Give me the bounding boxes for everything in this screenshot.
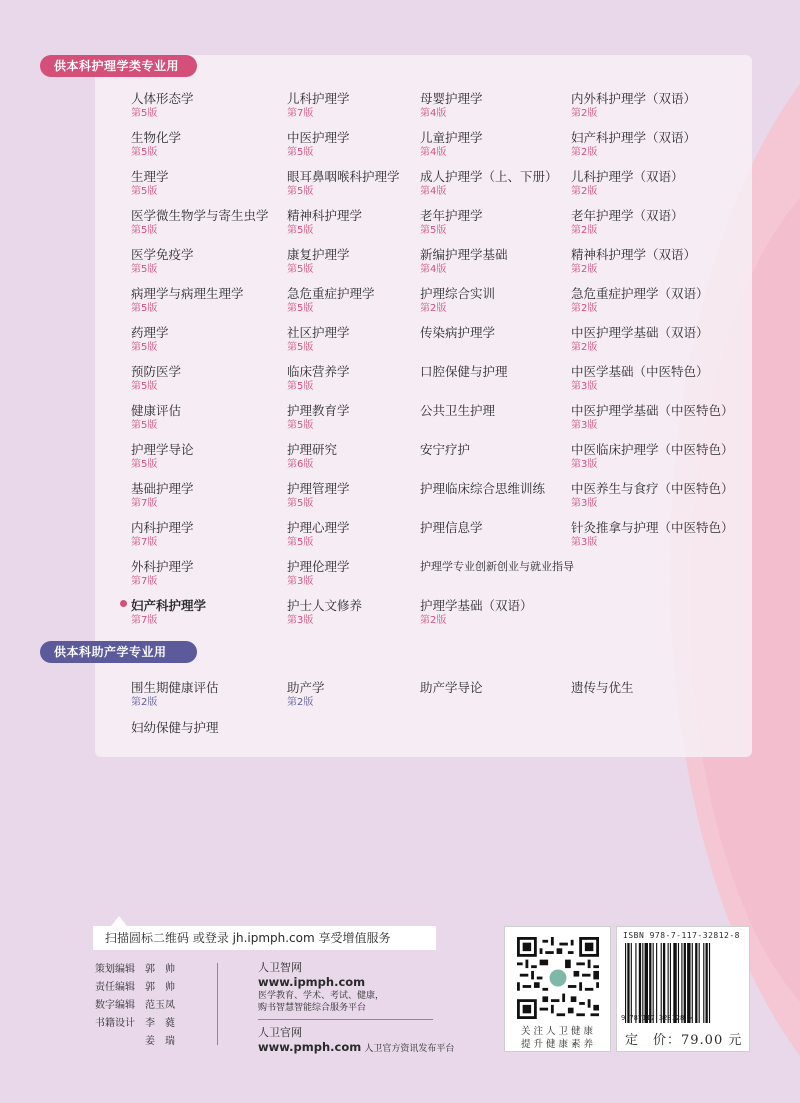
book-edition: 第3版 (571, 420, 598, 431)
credit-row (95, 1015, 195, 1033)
scan-banner-notch (111, 916, 127, 926)
book-edition: 第5版 (287, 342, 314, 353)
book-item (420, 168, 570, 198)
book-edition: 第7版 (131, 615, 158, 626)
book-edition: 第5版 (420, 225, 447, 236)
isbn-number: ISBN 978-7-117-32812-8 (623, 931, 740, 940)
book-title: 医学免疫学 (131, 247, 194, 262)
book-edition: 第3版 (571, 381, 598, 392)
book-title: 老年护理学（双语） (571, 208, 684, 223)
book-title: 预防医学 (131, 364, 182, 379)
book-title: 内外科护理学（双语） (571, 91, 697, 106)
credit-person: 郭 帅 (145, 982, 175, 993)
book-edition: 第7版 (287, 108, 314, 119)
book-item (287, 480, 437, 510)
book-item (131, 90, 281, 120)
book-title: 护理研究 (287, 442, 338, 457)
isbn-box (616, 926, 750, 1052)
book-title: 精神科护理学 (287, 208, 363, 223)
book-item (571, 519, 734, 549)
book-title: 急危重症护理学 (287, 286, 375, 301)
book-title: 护理信息学 (420, 520, 483, 535)
book-title: 药理学 (131, 325, 169, 340)
book-item (287, 168, 437, 198)
book-item (287, 679, 437, 709)
book-edition: 第3版 (571, 537, 598, 548)
book-edition: 第5版 (131, 303, 158, 314)
book-title: 母婴护理学 (420, 91, 483, 106)
credit-person: 姜 瑞 (145, 1036, 175, 1047)
book-edition: 第5版 (287, 498, 314, 509)
editor-credits (95, 961, 195, 1051)
book-edition: 第5版 (131, 459, 158, 470)
book-edition: 第2版 (420, 303, 447, 314)
credit-person: 郭 帅 (145, 964, 175, 975)
credit-person: 李 蕤 (145, 1018, 175, 1029)
book-edition: 第5版 (131, 381, 158, 392)
book-item (571, 402, 734, 432)
book-item (571, 285, 721, 315)
book-title: 儿科护理学（双语） (571, 169, 684, 184)
book-item (420, 324, 570, 341)
book-title: 护理综合实训 (420, 286, 496, 301)
book-title: 社区护理学 (287, 325, 350, 340)
book-edition: 第5版 (131, 420, 158, 431)
book-title: 基础护理学 (131, 481, 194, 496)
book-edition: 第7版 (131, 537, 158, 548)
credit-role: 数字编辑 (95, 1000, 135, 1011)
book-edition: 第5版 (287, 186, 314, 197)
credit-role (95, 1033, 145, 1051)
book-title: 妇产科护理学（双语） (571, 130, 697, 145)
book-item (420, 207, 570, 237)
book-title: 急危重症护理学（双语） (571, 286, 709, 301)
book-item (571, 90, 721, 120)
book-item (287, 597, 437, 627)
book-item (420, 679, 570, 696)
book-title: 护理管理学 (287, 481, 350, 496)
publisher-divider (258, 1019, 433, 1020)
book-title: 传染病护理学 (420, 325, 496, 340)
section-label-midwifery: 供本科助产学专业用 (40, 641, 197, 663)
book-edition: 第6版 (287, 459, 314, 470)
book-edition: 第4版 (420, 147, 447, 158)
book-title: 助产学 (287, 680, 325, 695)
barcode-icon (625, 943, 743, 1023)
book-edition: 第5版 (287, 537, 314, 548)
book-item (287, 285, 437, 315)
book-item (420, 285, 570, 315)
publisher-url[interactable]: www.pmph.com (258, 1040, 362, 1054)
book-item (287, 90, 437, 120)
book-item (571, 207, 721, 237)
book-edition: 第5版 (287, 147, 314, 158)
book-item (131, 402, 281, 432)
book-edition: 第7版 (131, 498, 158, 509)
book-item (420, 402, 570, 419)
book-item (287, 441, 437, 471)
current-book-marker (120, 600, 127, 607)
book-title: 遗传与优生 (571, 680, 634, 695)
book-edition: 第5版 (287, 420, 314, 431)
book-edition: 第5版 (131, 108, 158, 119)
book-item (131, 324, 281, 354)
book-item (131, 558, 281, 588)
book-item (131, 129, 281, 159)
qr-caption: 关注人卫健康 (520, 1026, 596, 1037)
scan-banner: 扫描圆标二维码 或登录 jh.ipmph.com 享受增值服务 (93, 926, 436, 950)
book-title: 内科护理学 (131, 520, 194, 535)
book-edition: 第4版 (420, 186, 447, 197)
book-title: 护理学专业创新创业与就业指导 (420, 560, 574, 573)
book-title: 成人护理学（上、下册） (420, 169, 558, 184)
book-edition: 第7版 (131, 576, 158, 587)
book-item (287, 207, 437, 237)
book-item (571, 679, 721, 696)
book-item (571, 168, 721, 198)
book-edition: 第2版 (131, 697, 158, 708)
book-item (420, 558, 574, 575)
book-title: 公共卫生护理 (420, 403, 496, 418)
credit-role: 书籍设计 (95, 1018, 135, 1029)
book-title: 临床营养学 (287, 364, 350, 379)
book-edition: 第5版 (287, 264, 314, 275)
book-item (131, 285, 281, 315)
book-title: 针灸推拿与护理（中医特色） (571, 520, 734, 535)
book-title: 中医学基础（中医特色） (571, 364, 709, 379)
book-title: 围生期健康评估 (131, 680, 219, 695)
book-edition: 第2版 (571, 303, 598, 314)
book-item (131, 597, 281, 627)
book-edition: 第5版 (287, 381, 314, 392)
book-edition: 第5版 (131, 264, 158, 275)
book-title: 人体形态学 (131, 91, 194, 106)
book-title: 医学微生物学与寄生虫学 (131, 208, 269, 223)
book-edition: 第2版 (571, 108, 598, 119)
price: 定 价：79.00 元 (625, 1033, 743, 1048)
book-edition: 第5版 (287, 303, 314, 314)
book-item (420, 363, 570, 380)
book-item (571, 246, 721, 276)
section-label-nursing: 供本科护理学类专业用 (40, 55, 197, 77)
footer-divider (217, 963, 218, 1045)
book-item (131, 363, 281, 393)
book-title: 病理学与病理生理学 (131, 286, 244, 301)
book-title: 护理临床综合思维训练 (420, 481, 546, 496)
book-edition: 第3版 (571, 498, 598, 509)
book-item (287, 246, 437, 276)
book-item (131, 679, 281, 709)
book-item (131, 207, 281, 237)
book-title: 护理学基础（双语） (420, 598, 533, 613)
book-item (420, 246, 570, 276)
publisher-desc: 购书智慧智能综合服务平台 (258, 1003, 367, 1013)
book-title: 护理学导论 (131, 442, 194, 457)
book-edition: 第2版 (571, 342, 598, 353)
book-title: 眼耳鼻咽喉科护理学 (287, 169, 400, 184)
book-title: 中医养生与食疗（中医特色） (571, 481, 734, 496)
book-edition: 第2版 (420, 615, 447, 626)
book-title: 儿童护理学 (420, 130, 483, 145)
credit-role: 责任编辑 (95, 982, 135, 993)
credit-person: 范玉凤 (145, 1000, 175, 1011)
book-item (420, 129, 570, 159)
book-item (131, 519, 281, 549)
book-item (420, 480, 570, 497)
book-edition: 第2版 (287, 697, 314, 708)
book-title: 妇幼保健与护理 (131, 720, 219, 735)
book-item (571, 129, 721, 159)
publisher-name: 人卫智网 (258, 961, 302, 974)
book-title: 健康评估 (131, 403, 182, 418)
book-title: 精神科护理学（双语） (571, 247, 697, 262)
book-title: 中医临床护理学（中医特色） (571, 442, 734, 457)
publisher-pmph (258, 1025, 454, 1055)
book-title: 中医护理学基础（中医特色） (571, 403, 734, 418)
book-edition: 第2版 (571, 186, 598, 197)
book-title: 安宁疗护 (420, 442, 471, 457)
book-item (131, 168, 281, 198)
book-title: 康复护理学 (287, 247, 350, 262)
book-title: 护理教育学 (287, 403, 350, 418)
book-edition: 第2版 (571, 225, 598, 236)
publisher-desc: 医学教育、学术、考试、健康， (258, 991, 385, 1001)
book-item (571, 324, 721, 354)
qr-caption: 提升健康素养 (520, 1039, 596, 1050)
book-item (131, 441, 281, 471)
book-item (420, 597, 570, 627)
book-title: 妇产科护理学 (131, 598, 207, 613)
book-edition: 第5版 (287, 225, 314, 236)
book-title: 新编护理学基础 (420, 247, 508, 262)
book-edition: 第4版 (420, 108, 447, 119)
book-item (287, 558, 437, 588)
book-title: 生理学 (131, 169, 169, 184)
book-title: 护士人文修养 (287, 598, 363, 613)
book-item (571, 480, 734, 510)
book-title: 护理伦理学 (287, 559, 350, 574)
book-item (571, 363, 721, 393)
book-item (287, 363, 437, 393)
book-title: 外科护理学 (131, 559, 194, 574)
book-title: 助产学导论 (420, 680, 483, 695)
book-edition: 第2版 (571, 147, 598, 158)
book-title: 生物化学 (131, 130, 182, 145)
book-edition: 第5版 (131, 225, 158, 236)
book-edition: 第5版 (131, 147, 158, 158)
book-edition: 第3版 (571, 459, 598, 470)
barcode-digits: 9 787117 328128 > (621, 1014, 693, 1022)
credit-row (95, 961, 195, 979)
credit-row (95, 979, 195, 997)
book-item (287, 519, 437, 549)
book-edition: 第5版 (131, 342, 158, 353)
qr-code-box (504, 926, 611, 1052)
book-edition: 第5版 (131, 186, 158, 197)
credit-role: 策划编辑 (95, 964, 135, 975)
book-item (571, 441, 734, 471)
book-item (420, 90, 570, 120)
book-edition: 第4版 (420, 264, 447, 275)
publisher-desc: 人卫官方资讯发布平台 (364, 1044, 455, 1054)
book-item (131, 719, 281, 736)
book-item (420, 519, 570, 536)
book-item (287, 324, 437, 354)
book-edition: 第2版 (571, 264, 598, 275)
credit-row (95, 1033, 195, 1051)
book-title: 中医护理学基础（双语） (571, 325, 709, 340)
book-edition: 第3版 (287, 576, 314, 587)
book-title: 口腔保健与护理 (420, 364, 508, 379)
book-item (287, 402, 437, 432)
book-edition: 第3版 (287, 615, 314, 626)
publisher-ipmph (258, 960, 384, 1014)
book-title: 中医护理学 (287, 130, 350, 145)
book-item (420, 441, 570, 458)
book-item (131, 480, 281, 510)
book-title: 老年护理学 (420, 208, 483, 223)
book-item (131, 246, 281, 276)
book-item (287, 129, 437, 159)
qr-code-icon[interactable] (517, 937, 599, 1019)
credit-row (95, 997, 195, 1015)
book-title: 儿科护理学 (287, 91, 350, 106)
book-title: 护理心理学 (287, 520, 350, 535)
publisher-url[interactable]: www.ipmph.com (258, 975, 366, 989)
publisher-name: 人卫官网 (258, 1026, 302, 1039)
